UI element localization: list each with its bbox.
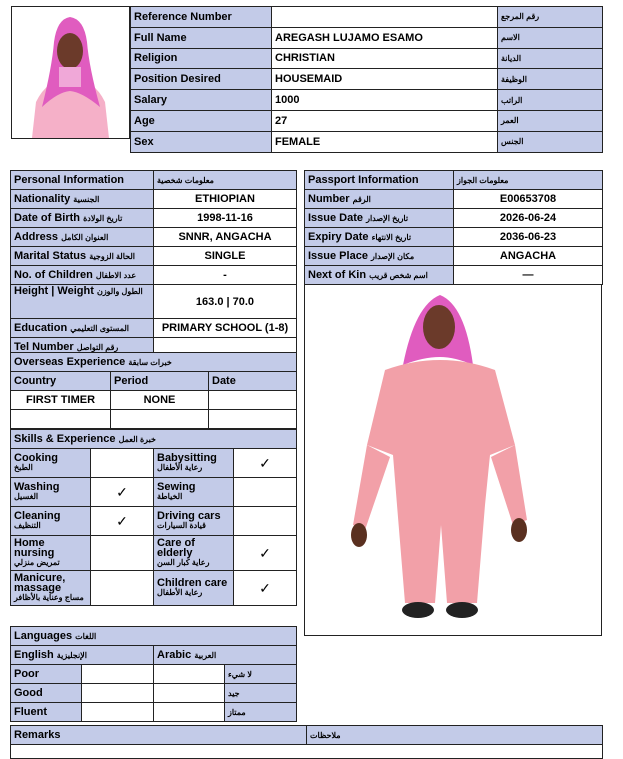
header-value: HOUSEMAID: [272, 69, 498, 90]
skills-title-ar: خبرة العمل: [118, 435, 156, 444]
languages-table: [10, 626, 297, 722]
english-label: English: [14, 649, 54, 661]
header-value: FEMALE: [272, 131, 498, 152]
personal-value: 163.0 | 70.0: [154, 285, 297, 319]
passport-label: [305, 247, 454, 266]
passport-label-en: Expiry Date: [308, 231, 369, 243]
passport-title-ar: معلومات الجواز: [454, 171, 603, 190]
passport-value: 2036-06-23: [454, 228, 603, 247]
personal-label-en: Tel Number: [14, 341, 74, 353]
header-label: Sex: [131, 131, 272, 152]
header-label-ar: رقم المرجع: [498, 7, 603, 28]
skill-mark: [91, 571, 154, 606]
passport-label-ar: الرقم: [352, 195, 371, 204]
skill-label-en: Washing: [14, 481, 60, 493]
skill-label: [154, 478, 234, 507]
skills-title: Skills & Experience: [14, 433, 116, 445]
personal-info-title: Personal Information: [11, 171, 154, 190]
remarks-table: [10, 725, 603, 759]
personal-label-ar: عدد الاطفال: [95, 271, 137, 280]
personal-label-ar: رقم التواصل: [76, 343, 119, 352]
passport-label-en: Next of Kin: [308, 269, 367, 281]
header-label-ar: العمر: [498, 110, 603, 131]
header-value: [272, 7, 498, 28]
passport-table: [304, 170, 603, 285]
personal-info-table: [10, 170, 297, 357]
passport-value: —: [454, 266, 603, 285]
overseas-cell: [209, 410, 297, 429]
personal-label: [11, 209, 154, 228]
skill-mark: [91, 536, 154, 571]
personal-label-ar: العنوان الكامل: [61, 233, 109, 242]
passport-label-ar: تاريخ الانتهاء: [371, 233, 412, 242]
english-label-ar: الإنجليزية: [56, 651, 87, 660]
language-level: Fluent: [11, 703, 82, 722]
language-level: Good: [11, 684, 82, 703]
language-level-ar: لا شيء: [225, 665, 297, 684]
personal-label: [11, 247, 154, 266]
header-value: 1000: [272, 90, 498, 111]
overseas-cell: [111, 410, 209, 429]
personal-value: -: [154, 266, 297, 285]
overseas-cell: NONE: [111, 391, 209, 410]
personal-label-ar: الجنسية: [73, 195, 100, 204]
skill-label: [11, 507, 91, 536]
passport-value: ANGACHA: [454, 247, 603, 266]
skill-label: [154, 571, 234, 606]
skill-label-en: Cooking: [14, 452, 58, 464]
passport-label-en: Issue Date: [308, 212, 364, 224]
personal-label-en: No. of Children: [14, 269, 93, 281]
passport-label: [305, 266, 454, 285]
remarks-label: Remarks: [11, 726, 307, 745]
arabic-level-cell: [154, 665, 225, 684]
languages-title-ar: اللغات: [75, 632, 97, 641]
header-label: Full Name: [131, 27, 272, 48]
skill-label: [11, 536, 91, 571]
personal-label-ar: تاريخ الولادة: [83, 214, 123, 223]
languages-title: Languages: [14, 630, 73, 642]
overseas-col-header: Country: [11, 372, 111, 391]
skill-mark: [234, 507, 297, 536]
skill-label-ar: تمريض منزلي: [14, 558, 60, 567]
skill-label-ar: الطبخ: [14, 463, 33, 472]
overseas-cell: FIRST TIMER: [11, 391, 111, 410]
skill-mark: ✓: [91, 507, 154, 536]
overseas-col-header: Date: [209, 372, 297, 391]
personal-label-en: Education: [14, 322, 68, 334]
overseas-title: Overseas Experience: [14, 356, 126, 368]
header-label: Religion: [131, 48, 272, 69]
header-label-ar: الراتب: [498, 90, 603, 111]
personal-label-ar: المستوى التعليمي: [70, 324, 129, 333]
language-level: Poor: [11, 665, 82, 684]
passport-label: [305, 228, 454, 247]
personal-value: PRIMARY SCHOOL (1-8): [154, 319, 297, 338]
header-label-ar: الجنس: [498, 131, 603, 152]
skill-label-ar: قيادة السيارات: [157, 521, 206, 530]
skill-label-ar: الخياطة: [157, 492, 183, 501]
language-level-ar: جيد: [225, 684, 297, 703]
skills-table: [10, 429, 297, 606]
passport-label-ar: مكان الإصدار: [371, 252, 415, 261]
skill-mark: ✓: [91, 478, 154, 507]
personal-label: [11, 319, 154, 338]
skill-label-ar: الغسيل: [14, 492, 39, 501]
skill-label-en: Care of elderly: [157, 537, 195, 559]
personal-label-en: Nationality: [14, 193, 71, 205]
remarks-label-ar: ملاحظات: [307, 726, 603, 745]
passport-value: 2026-06-24: [454, 209, 603, 228]
skill-label-ar: رعاية كبار السن: [157, 558, 210, 567]
passport-label: [305, 209, 454, 228]
personal-label: [11, 266, 154, 285]
header-label-ar: الديانة: [498, 48, 603, 69]
skill-label-en: Home nursing: [14, 537, 55, 559]
personal-label: [11, 285, 154, 319]
header-table: [130, 6, 603, 153]
personal-value: ETHIOPIAN: [154, 190, 297, 209]
skill-label: [154, 536, 234, 571]
personal-label-en: Marital Status: [14, 250, 87, 262]
header-label: Salary: [131, 90, 272, 111]
skill-label-en: Driving cars: [157, 510, 221, 522]
personal-info-title-ar: معلومات شخصية: [154, 171, 297, 190]
personal-label-ar: الحالة الزوجية: [89, 252, 135, 261]
passport-label-en: Number: [308, 193, 350, 205]
skill-label: [154, 449, 234, 478]
language-level-ar: ممتاز: [225, 703, 297, 722]
skill-label: [11, 449, 91, 478]
arabic-level-cell: [154, 703, 225, 722]
arabic-level-cell: [154, 684, 225, 703]
skill-label-en: Babysitting: [157, 452, 217, 464]
skill-label-ar: رعاية الأطفال: [157, 463, 203, 472]
passport-title: Passport Information: [305, 171, 454, 190]
overseas-table: [10, 352, 297, 429]
arabic-label: Arabic: [157, 649, 192, 661]
personal-label-en: Address: [14, 231, 59, 243]
header-label-ar: الاسم: [498, 27, 603, 48]
skill-mark: ✓: [234, 449, 297, 478]
header-label: Position Desired: [131, 69, 272, 90]
passport-label-en: Issue Place: [308, 250, 368, 262]
remarks-content: [11, 745, 603, 759]
header-value: CHRISTIAN: [272, 48, 498, 69]
english-level-cell: [82, 684, 154, 703]
personal-value: SNNR, ANGACHA: [154, 228, 297, 247]
skill-label-ar: مساج وعناية بالأظافر: [14, 593, 84, 602]
skill-label-en: Children care: [157, 577, 228, 589]
personal-label: [11, 190, 154, 209]
full-body-photo: [305, 285, 601, 635]
skill-label-en: Sewing: [157, 481, 196, 493]
personal-label-en: Height | Weight: [14, 285, 94, 297]
header-label-ar: الوظيفة: [498, 69, 603, 90]
skill-mark: ✓: [234, 571, 297, 606]
personal-label: [11, 228, 154, 247]
headshot-photo: [12, 7, 129, 138]
overseas-cell: [209, 391, 297, 410]
passport-label: [305, 190, 454, 209]
header-label: Reference Number: [131, 7, 272, 28]
skill-label-ar: رعاية الأطفال: [157, 588, 203, 597]
skill-label-en: Cleaning: [14, 510, 61, 522]
skill-mark: [91, 449, 154, 478]
skill-label: [11, 571, 91, 606]
headshot-photo-frame: [11, 6, 130, 139]
arabic-label-ar: العربية: [194, 651, 217, 660]
skill-label: [11, 478, 91, 507]
header-value: AREGASH LUJAMO ESAMO: [272, 27, 498, 48]
overseas-cell: [11, 410, 111, 429]
header-label: Age: [131, 110, 272, 131]
passport-value: E00653708: [454, 190, 603, 209]
personal-value: 1998-11-16: [154, 209, 297, 228]
overseas-title-ar: خبرات سابقة: [128, 358, 172, 367]
personal-value: SINGLE: [154, 247, 297, 266]
full-body-photo-frame: [304, 284, 602, 636]
personal-label-ar: الطول والوزن: [96, 287, 143, 296]
english-level-cell: [82, 665, 154, 684]
skill-mark: [234, 478, 297, 507]
skill-mark: ✓: [234, 536, 297, 571]
english-level-cell: [82, 703, 154, 722]
passport-label-ar: اسم شخص قريب: [369, 271, 428, 280]
skill-label: [154, 507, 234, 536]
skill-label-ar: التنظيف: [14, 521, 41, 530]
personal-label-en: Date of Birth: [14, 212, 80, 224]
overseas-col-header: Period: [111, 372, 209, 391]
skill-label-en: Manicure, massage: [14, 572, 66, 594]
passport-label-ar: تاريخ الإصدار: [366, 214, 409, 223]
header-value: 27: [272, 110, 498, 131]
